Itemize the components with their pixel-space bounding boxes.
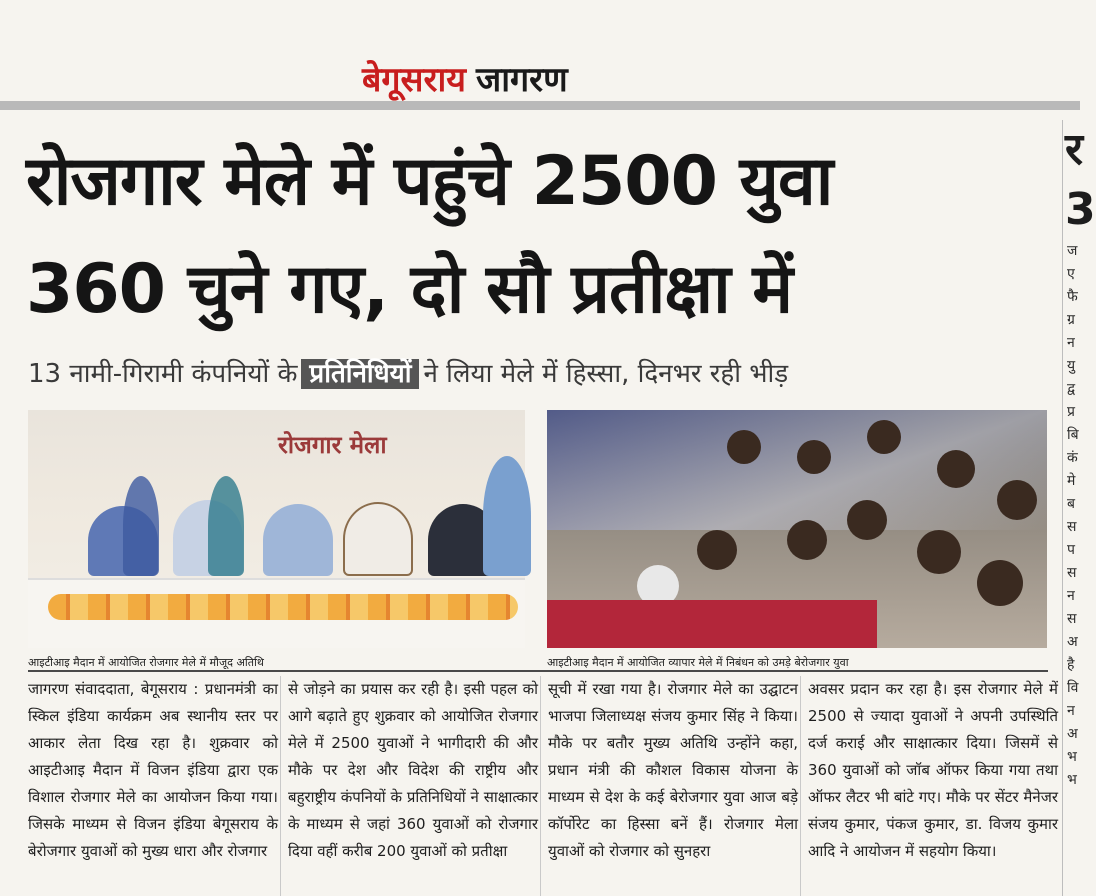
subhead-after: ने लिया मेले में हिस्सा, दिनभर रही भीड़ <box>423 359 789 389</box>
crowd-head <box>697 530 737 570</box>
article-top-rule <box>28 670 1048 672</box>
masthead-paper: जागरण <box>475 60 568 100</box>
crowd-head <box>997 480 1037 520</box>
side-text-glyph: फै <box>1067 289 1078 305</box>
guest-figure <box>483 456 531 576</box>
masthead-rule <box>0 101 1080 110</box>
subhead-highlight: प्रतिनिधियों <box>301 359 419 389</box>
side-text-glyph: ज <box>1067 243 1078 259</box>
adjacent-article-cutoff <box>1062 120 1096 896</box>
side-text-glyph: स <box>1067 611 1077 627</box>
subheadline <box>28 352 788 396</box>
side-text-glyph: स <box>1067 565 1077 581</box>
side-text-glyph: अ <box>1067 726 1078 742</box>
side-text-glyph: भ <box>1067 772 1077 788</box>
crowd-head <box>867 420 901 454</box>
guest-figure <box>343 502 413 576</box>
guest-figure <box>263 504 333 576</box>
side-text-glyph: स <box>1067 519 1077 535</box>
side-text-glyph: वि <box>1067 680 1079 696</box>
side-headline-glyph: र <box>1065 124 1083 175</box>
stage-banner-text: रोजगार मेला <box>278 431 387 459</box>
guest-figure <box>123 476 159 576</box>
crowd-head <box>977 560 1023 606</box>
masthead-title <box>362 55 568 101</box>
article-column-4 <box>808 676 1058 865</box>
side-text-glyph: है <box>1067 657 1075 673</box>
side-text-glyph: न <box>1067 703 1075 719</box>
registration-table <box>547 600 877 648</box>
crowd-head <box>797 440 831 474</box>
marigold-garland <box>48 594 518 620</box>
side-text-glyph: भ <box>1067 749 1077 765</box>
side-text-glyph: बि <box>1067 427 1079 443</box>
photo-stage-guests <box>28 410 525 648</box>
side-headline-glyph: 3 <box>1065 184 1096 235</box>
subhead-before: 13 नामी-गिरामी कंपनियों के <box>28 359 298 389</box>
crowd-head <box>847 500 887 540</box>
column-divider <box>800 676 801 896</box>
photo-registration-crowd <box>547 410 1047 648</box>
article-text: जागरण संवाददाता, बेगूसराय : प्रधानमंत्री का स्किल इंडिया कार्यक्रम अब स्थानीय स्तर पर आकार लेता दिख रहा है। शुक्रवार को आइटीआइ मैदान में विजन इंडिया द्वारा एक विशाल रोजगार मेले का आयोजन किया गया। जिसके माध्यम से विजन इंडिया बेगूसराय के बेरोजगार युवाओं को मुख्य धारा और रोजगार <box>28 680 278 860</box>
side-text-glyph: द्व <box>1067 381 1076 397</box>
side-text-glyph: यु <box>1067 358 1076 374</box>
masthead <box>0 0 1080 112</box>
photo2-caption: आइटीआइ मैदान में आयोजित व्यापार मेले में निबंधन को उमड़े बेरोजगार युवा <box>547 656 849 669</box>
crowd-head <box>727 430 761 464</box>
headline-line-2: 360 चुने गए, दो सौ प्रतीक्षा में <box>26 250 793 329</box>
article-text: सूची में रखा गया है। रोजगार मेले का उद्घाटन भाजपा जिलाध्यक्ष संजय कुमार सिंह ने किया। मौके पर बतौर मुख्य अतिथि उन्होंने कहा, प्रधान मंत्री की कौशल विकास योजना के माध्यम से देश के कई बेरोजगार युवा आज बड़े कॉर्पोरेट का हिस्सा बनें हैं। रोजगार मेला युवाओं को रोजगार को सुनहरा <box>548 680 798 860</box>
side-text-glyph: ब <box>1067 496 1075 512</box>
article-text: से जोड़ने का प्रयास कर रही है। इसी पहल को आगे बढ़ाते हुए शुक्रवार को आयोजित रोजगार मेले में 2500 युवाओं ने भागीदारी की और मौके पर देश और विदेश की राष्ट्रीय और बहुराष्ट्रीय कंपनियों के प्रतिनिधियों ने साक्षात्कार के माध्यम से जहां 360 युवाओं को रोजगार दिया वहीं करीब 200 युवाओं को प्रतीक्षा <box>288 680 538 860</box>
side-text-glyph: कं <box>1067 450 1078 466</box>
side-text-glyph: न <box>1067 588 1075 604</box>
headline-line-1: रोजगार मेले में पहुंचे 2500 युवा <box>26 142 833 221</box>
side-text-glyph: प्र <box>1067 404 1075 420</box>
article-column-3 <box>548 676 798 865</box>
masthead-city: बेगूसराय <box>362 60 466 100</box>
crowd-head <box>787 520 827 560</box>
side-text-glyph: अ <box>1067 634 1078 650</box>
side-text-glyph: न <box>1067 335 1075 351</box>
side-text-glyph: ए <box>1067 266 1075 282</box>
side-text-glyph: मे <box>1067 473 1076 489</box>
crowd-head <box>937 450 975 488</box>
crowd-head <box>917 530 961 574</box>
guest-figure <box>208 476 244 576</box>
photo1-caption: आइटीआइ मैदान में आयोजित रोजगार मेले में मौजूद अतिथि <box>28 656 264 669</box>
column-divider <box>540 676 541 896</box>
article-text: अवसर प्रदान कर रहा है। इस रोजगार मेले में 2500 से ज्यादा युवाओं ने अपनी उपस्थिति दर्ज कराई और साक्षात्कार दिया। जिसमें से 360 युवाओं को जॉब ऑफर किया गया तथा ऑफर लैटर भी बांटे गए। मौके पर सेंटर मैनेजर संजय कुमार, पंकज कुमार, डा. विजय कुमार आदि ने आयोजन में सहयोग किया। <box>808 680 1058 860</box>
article-column-1 <box>28 676 278 865</box>
article-column-2 <box>288 676 538 865</box>
side-text-glyph: प <box>1067 542 1075 558</box>
side-text-glyph: ग्र <box>1067 312 1075 328</box>
column-divider <box>280 676 281 896</box>
